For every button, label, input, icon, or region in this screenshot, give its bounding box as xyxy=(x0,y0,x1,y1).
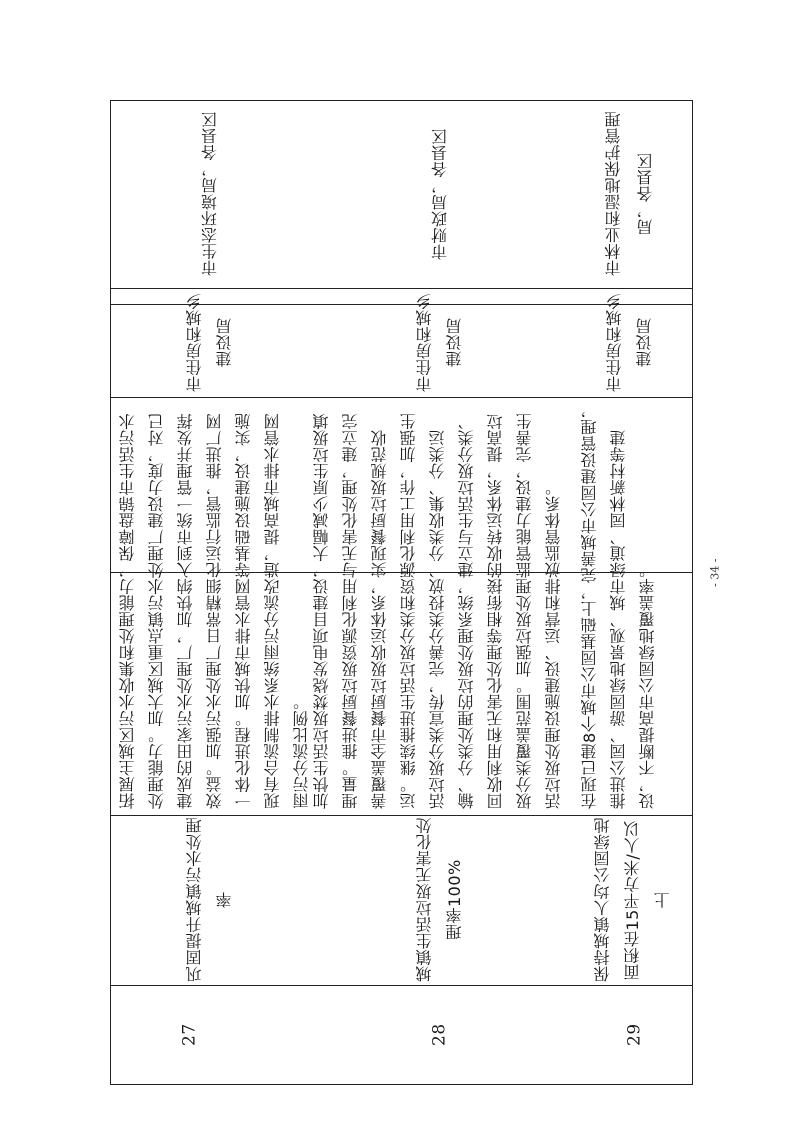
row-27-measures: 拓展主城区污水收集和处理能力，保障盘锦市生活污水处理能力。加大城区重点镇污水处理厂建设力度，对已建成的田家污水处理厂，加快纳入到市统一管理并发挥效益。加强污水处理厂日常精细化运行监管，推进厂网一体化进程。加快城市排水管网等基础设施建设，实施现有合流制排水系统雨污分流改造，提高城市排水管网雨污分流比例。 xyxy=(118,413,311,809)
row-29-measures: 在现已建8个城市公园基础上，完善城市公园建设管理，推进公园、游园绿地景观、城市绿道、园林新村等建设，不断提高市公园绿地覆盖率。 xyxy=(580,402,657,809)
row-27-lead: 市住房和城乡建设局 xyxy=(185,293,234,392)
row-29-number: 29 xyxy=(624,1023,645,1047)
row-28-measures: 加快生活垃圾焚烧发电项目建设，大幅减少原生垃圾填埋量。推进餐厨垃圾资源化利用与无害化处理，建立完善覆盖全市餐厨垃圾收运体系，实现餐厨垃圾规范收运。继续推进生活垃圾分类和资源化利用工作，加强生活垃圾分类宣传，完善分类投放、分类收集、分类运输、分类处理的垃圾处理系统，建立与生活垃圾分类、回收利用和无害化处理等相衔接的收转运体系，提高垃圾分类覆盖范围。加强垃圾处理监管能力建设，完善生活垃圾处理设施建设、运营和排放监管体系。 xyxy=(312,413,563,809)
row-29-task: 保持城镇人均公园绿地面积在15平方米/人以上 xyxy=(593,817,672,983)
row-28-lead: 市住房和城乡建设局 xyxy=(415,293,464,392)
row-29-lead: 市住房和城乡建设局 xyxy=(605,293,654,392)
row-28-number: 28 xyxy=(429,1023,450,1047)
row-27-number: 27 xyxy=(179,1023,200,1047)
row-29-coop: 市林业和湿地保护管理局，各县区 xyxy=(604,111,655,277)
row-28-coop: 市财政局，各县区 xyxy=(430,128,450,260)
row-28-task: 城镇生活垃圾无害化处理率100% xyxy=(415,817,464,983)
row-27-task: 巩固提升城镇污水处理率 xyxy=(185,817,234,983)
page-number: - 34 - xyxy=(708,558,722,588)
row-27-coop: 市生态环境局，各县区 xyxy=(200,111,220,277)
